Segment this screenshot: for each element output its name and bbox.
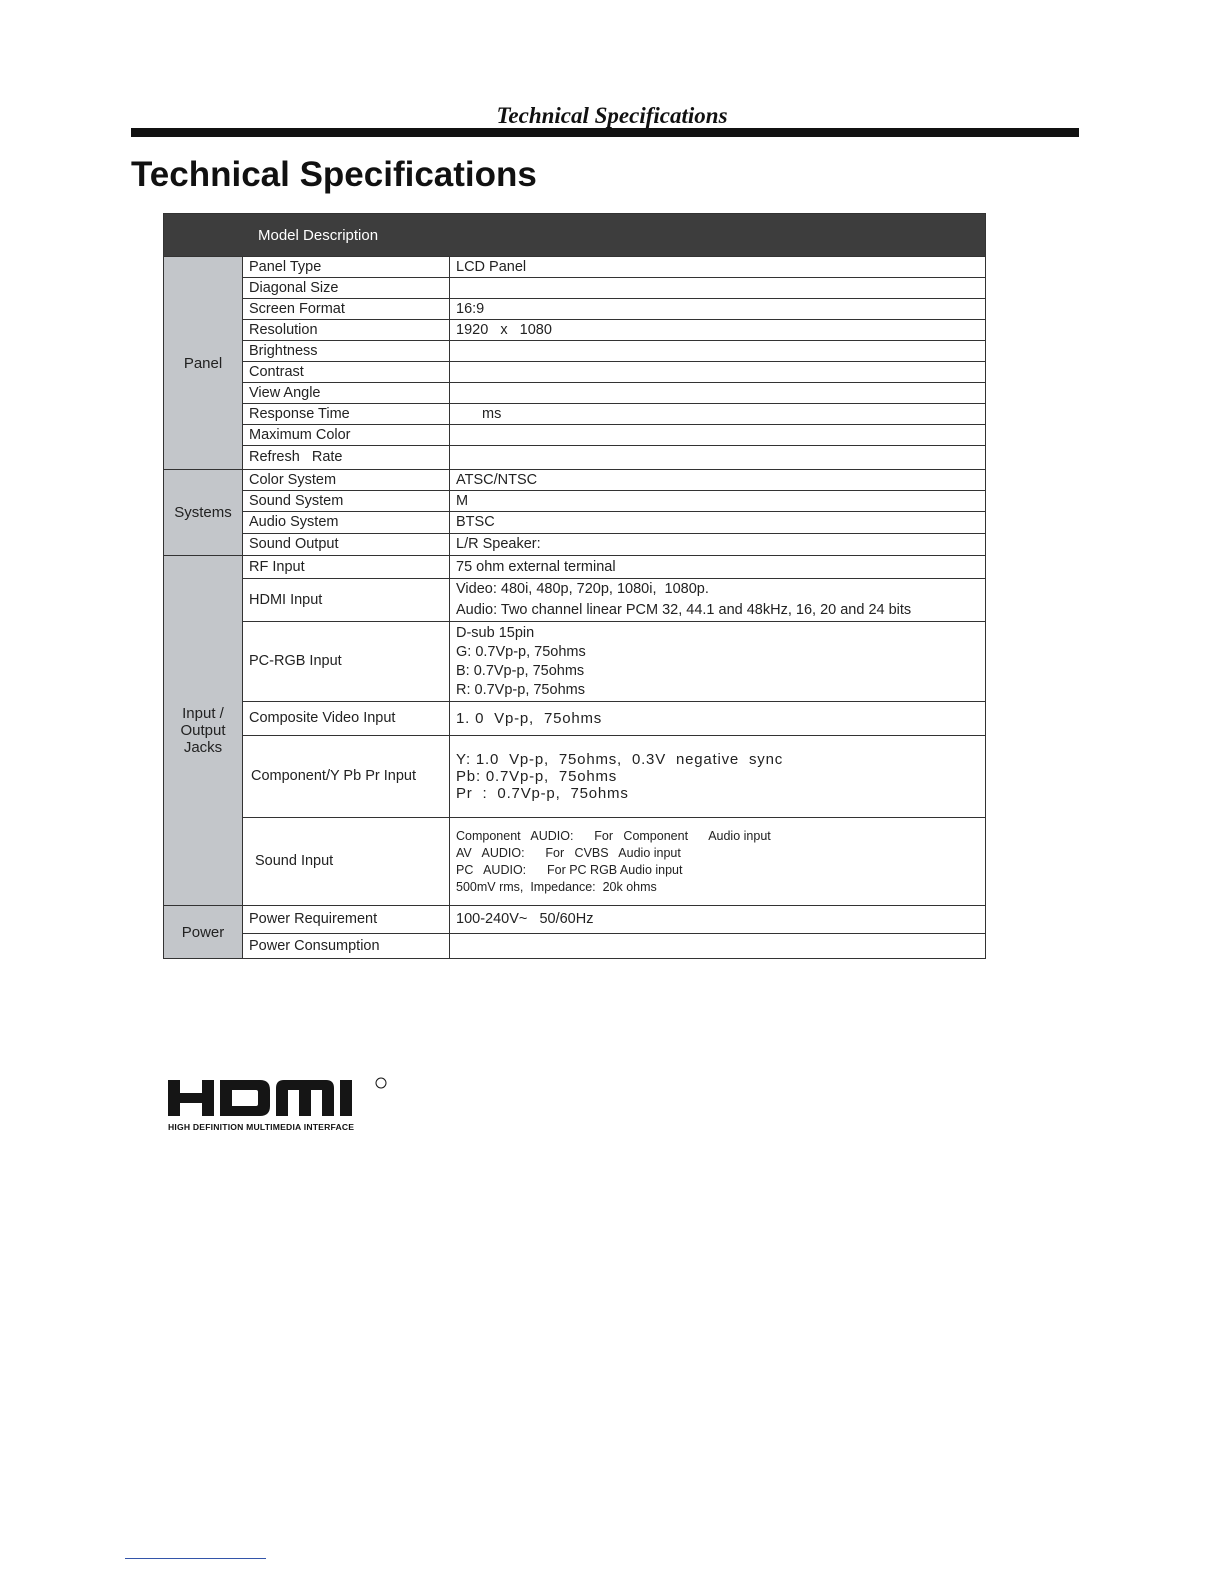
row-label: Brightness — [243, 341, 450, 362]
row-value — [450, 579, 986, 622]
table-row — [164, 818, 986, 906]
row-label: Sound Input — [243, 818, 450, 906]
table-row — [164, 446, 986, 470]
group-power: Power — [164, 906, 243, 959]
hdmi-tagline: HIGH DEFINITION MULTIMEDIA INTERFACE — [168, 1122, 355, 1132]
table-row — [164, 579, 986, 622]
row-label: Resolution — [243, 320, 450, 341]
row-value — [450, 622, 986, 702]
table-row — [164, 257, 986, 278]
value-line: PC AUDIO: For PC RGB Audio input — [456, 862, 683, 877]
row-label: RF Input — [243, 556, 450, 579]
row-value: L/R Speaker: — [450, 534, 986, 556]
row-label: Color System — [243, 470, 450, 491]
row-label: Power Requirement — [243, 906, 450, 934]
value-line: Video: 480i, 480p, 720p, 1080i, 1080p. — [456, 581, 709, 597]
row-label: Response Time — [243, 404, 450, 425]
row-label: Diagonal Size — [243, 278, 450, 299]
table-row — [164, 934, 986, 959]
table-row — [164, 320, 986, 341]
row-label: Composite Video Input — [243, 702, 450, 736]
table-row — [164, 702, 986, 736]
footer-rule — [125, 1558, 266, 1559]
row-label: Maximum Color — [243, 425, 450, 446]
row-value: BTSC — [450, 512, 986, 534]
table-row — [164, 512, 986, 534]
hdmi-wordmark-icon — [168, 1076, 388, 1120]
row-label: Panel Type — [243, 257, 450, 278]
row-value — [450, 446, 986, 470]
table-row — [164, 534, 986, 556]
header-rule — [131, 128, 1079, 137]
table-row — [164, 491, 986, 512]
table-row — [164, 470, 986, 491]
table-row — [164, 383, 986, 404]
table-row — [164, 404, 986, 425]
page-title: Technical Specifications — [131, 155, 537, 194]
table-row — [164, 425, 986, 446]
row-label: Power Consumption — [243, 934, 450, 959]
row-value — [450, 362, 986, 383]
row-label: View Angle — [243, 383, 450, 404]
row-value — [450, 425, 986, 446]
row-value: LCD Panel — [450, 257, 986, 278]
row-value: 100-240V~ 50/60Hz — [450, 906, 986, 934]
model-description-row — [164, 214, 986, 257]
row-value — [450, 383, 986, 404]
value-line: Y: 1.0 Vp-p, 75ohms, 0.3V negative sync — [456, 751, 784, 768]
value-line: Pr : 0.7Vp-p, 75ohms — [456, 785, 629, 802]
value-line: AV AUDIO: For CVBS Audio input — [456, 845, 681, 860]
row-label: Refresh Rate — [243, 446, 450, 470]
model-description-label: Model Description — [164, 214, 986, 257]
group-io-label: Input / Output Jacks — [180, 705, 226, 756]
row-value: M — [450, 491, 986, 512]
row-value — [450, 736, 986, 818]
group-input-output-jacks — [164, 556, 243, 906]
spec-table — [163, 213, 986, 959]
row-value — [450, 278, 986, 299]
row-value: 16:9 — [450, 299, 986, 320]
row-value — [450, 818, 986, 906]
table-row — [164, 736, 986, 818]
row-value: 1920 x 1080 — [450, 320, 986, 341]
table-row — [164, 341, 986, 362]
row-value — [450, 341, 986, 362]
value-line: Audio: Two channel linear PCM 32, 44.1 and 48kHz, 16, 20 and 24 bits — [456, 602, 912, 618]
running-header-title: Technical Specifications — [496, 103, 728, 128]
value-line: R: 0.7Vp-p, 75ohms — [456, 681, 585, 698]
table-row — [164, 622, 986, 702]
value-line: Pb: 0.7Vp-p, 75ohms — [456, 768, 618, 785]
value-line: B: 0.7Vp-p, 75ohms — [456, 662, 585, 679]
row-value: ms — [450, 404, 986, 425]
row-value: 75 ohm external terminal — [450, 556, 986, 579]
value-line: D-sub 15pin — [456, 624, 535, 641]
row-label: Component/Y Pb Pr Input — [243, 736, 450, 818]
group-panel: Panel — [164, 257, 243, 470]
value-line: 500mV rms, Impedance: 20k ohms — [456, 879, 657, 894]
hdmi-logo — [168, 1076, 388, 1125]
table-row — [164, 556, 986, 579]
group-systems: Systems — [164, 470, 243, 556]
row-label: Sound Output — [243, 534, 450, 556]
table-row — [164, 362, 986, 383]
row-label: Sound System — [243, 491, 450, 512]
row-value: 1. 0 Vp-p, 75ohms — [450, 702, 986, 736]
table-row — [164, 299, 986, 320]
row-label: Contrast — [243, 362, 450, 383]
value-line: G: 0.7Vp-p, 75ohms — [456, 643, 586, 660]
row-value: ATSC/NTSC — [450, 470, 986, 491]
table-row — [164, 278, 986, 299]
row-label: PC-RGB Input — [243, 622, 450, 702]
value-line: Component AUDIO: For Component Audio input — [456, 828, 771, 843]
row-label: Audio System — [243, 512, 450, 534]
row-label: Screen Format — [243, 299, 450, 320]
row-label: HDMI Input — [243, 579, 450, 622]
table-row — [164, 906, 986, 934]
row-value — [450, 934, 986, 959]
